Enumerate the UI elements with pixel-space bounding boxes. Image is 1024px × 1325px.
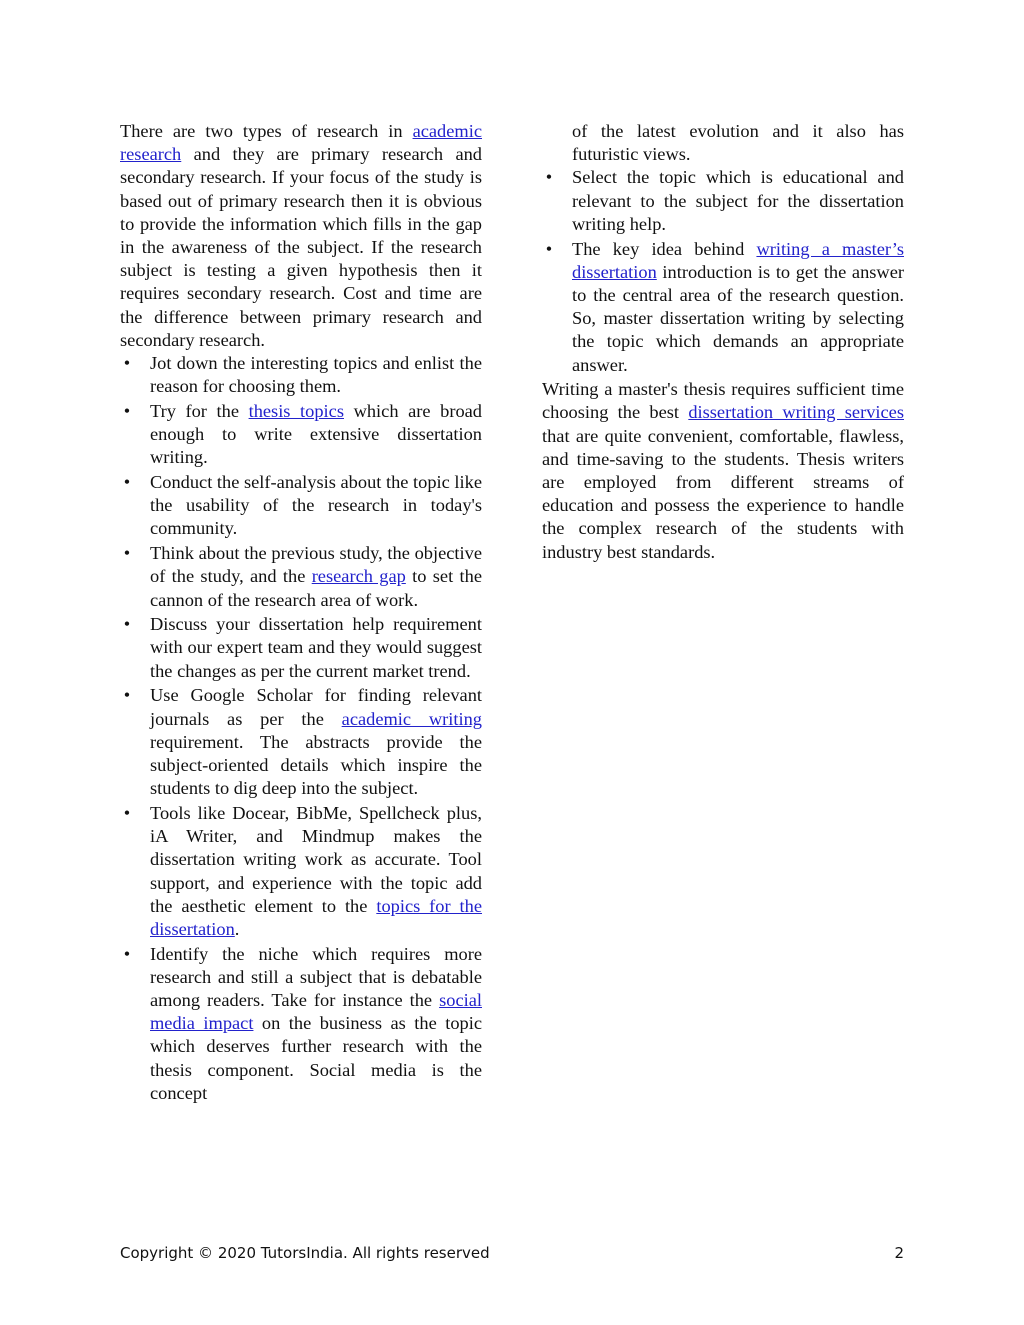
- bullet-icon: •: [123, 353, 131, 374]
- hyperlink[interactable]: thesis topics: [248, 400, 344, 421]
- bullet-icon: •: [123, 543, 131, 564]
- hyperlink[interactable]: dissertation writing services: [688, 402, 904, 423]
- hyperlink[interactable]: writing a master’s dissertation: [572, 238, 904, 282]
- left-column: [120, 120, 482, 1107]
- bullet-text: [150, 353, 482, 396]
- text-run: and they are primary research and secondary research. If your focus of the study is based out of primary research then it is obvious to provide the information which fills in the gap in the awareness of the subject. If the research subject is testing a given hypothesis then it requires secondary research. Cost and time are the difference between primary research and secondary research.: [120, 144, 482, 350]
- bullet-text: [572, 239, 904, 375]
- bullet-item: [120, 352, 482, 398]
- bullet-item: [120, 471, 482, 541]
- text-run: introduction is to get the answer to the central area of the research question. So, master dissertation writing by selecting the topic which demands an appropriate answer.: [572, 261, 904, 375]
- text-run: There are two types of research in: [120, 121, 413, 141]
- bullet-item: [542, 166, 904, 236]
- text-run: to set the cannon of the research area of work.: [150, 566, 482, 610]
- closing-paragraph: [542, 378, 904, 564]
- bullet-icon: •: [545, 167, 553, 188]
- bullet-icon: •: [123, 685, 131, 706]
- text-run: Discuss your dissertation help requirement with our expert team and they would suggest the changes as per the current market trend.: [150, 614, 482, 681]
- text-run: Tools like Docear, BibMe, Spellcheck plus, iA Writer, and Mindmup makes the dissertation writing work as accurate. Tool support, and experience with the topic add the aesthetic element to the: [150, 802, 482, 916]
- text-run: Use Google Scholar for finding relevant journals as per the: [150, 685, 482, 729]
- bullet-text: [150, 472, 482, 538]
- text-run: Conduct the self-analysis about the topic like the usability of the research in today's community.: [150, 472, 482, 539]
- bullet-text: [150, 543, 482, 609]
- bullet-icon: •: [123, 614, 131, 635]
- bullet-text: [150, 944, 482, 1103]
- text-run: which are broad enough to write extensive dissertation writing.: [150, 400, 482, 468]
- page-number: 2: [894, 1244, 904, 1262]
- bullet-item: [120, 542, 482, 612]
- text-run: .: [234, 918, 240, 939]
- text-run: requirement. The abstracts provide the subject-oriented details which inspire the students to dig deep into the subject.: [150, 731, 482, 799]
- intro-paragraph: [120, 120, 482, 352]
- hyperlink[interactable]: topics for the dissertation: [150, 895, 482, 939]
- text-run: Select the topic which is educational and relevant to the subject for the dissertation writing help.: [572, 167, 904, 234]
- bullet-item: [120, 684, 482, 800]
- hyperlink[interactable]: research gap: [311, 566, 406, 587]
- bullet-item: [120, 943, 482, 1105]
- text-run: on the business as the topic which deserves further research with the thesis component. Social media is the concept: [150, 1013, 482, 1103]
- bullet-text: [572, 167, 904, 233]
- bullet-item: [120, 613, 482, 683]
- text-run: The key idea behind: [572, 238, 757, 259]
- bullet-item: [120, 802, 482, 941]
- text-run: that are quite convenient, comfortable, flawless, and time-saving to the students. Thesis writers are employed from different streams of education and possess the experience to handle the complex research of the students with industry best standards.: [542, 425, 904, 562]
- continued-bullet-text: [542, 120, 904, 166]
- bullet-icon: •: [545, 238, 553, 259]
- bullet-text: [150, 614, 482, 680]
- text-run: Try for the: [150, 400, 249, 421]
- text-run: Think about the previous study, the objective of the study, and the: [150, 543, 482, 587]
- hyperlink[interactable]: academic writing: [341, 708, 482, 729]
- text-run: Jot down the interesting topics and enlist the reason for choosing them.: [150, 353, 482, 397]
- bullet-icon: •: [123, 400, 131, 421]
- text-run: of the latest evolution and it also has futuristic views.: [572, 121, 904, 165]
- bullet-text: [150, 401, 482, 467]
- hyperlink[interactable]: social media impact: [150, 990, 482, 1034]
- text-run: Writing a master's thesis requires sufficient time choosing the best: [542, 379, 904, 423]
- bullet-icon: •: [123, 472, 131, 493]
- right-column: [542, 120, 904, 564]
- bullet-text: [150, 803, 482, 939]
- bullet-icon: •: [123, 802, 131, 823]
- text-run: Identify the niche which requires more research and still a subject that is debatable among readers. Take for instance the: [150, 943, 482, 1011]
- left-bullet-list: [120, 352, 482, 1105]
- right-bullet-list: [542, 166, 904, 376]
- footer-copyright: Copyright © 2020 TutorsIndia. All rights reserved: [120, 1244, 490, 1262]
- hyperlink[interactable]: academic research: [120, 121, 482, 165]
- bullet-icon: •: [123, 943, 131, 964]
- bullet-item: [542, 238, 904, 377]
- bullet-text: [150, 685, 482, 798]
- bullet-item: [120, 400, 482, 470]
